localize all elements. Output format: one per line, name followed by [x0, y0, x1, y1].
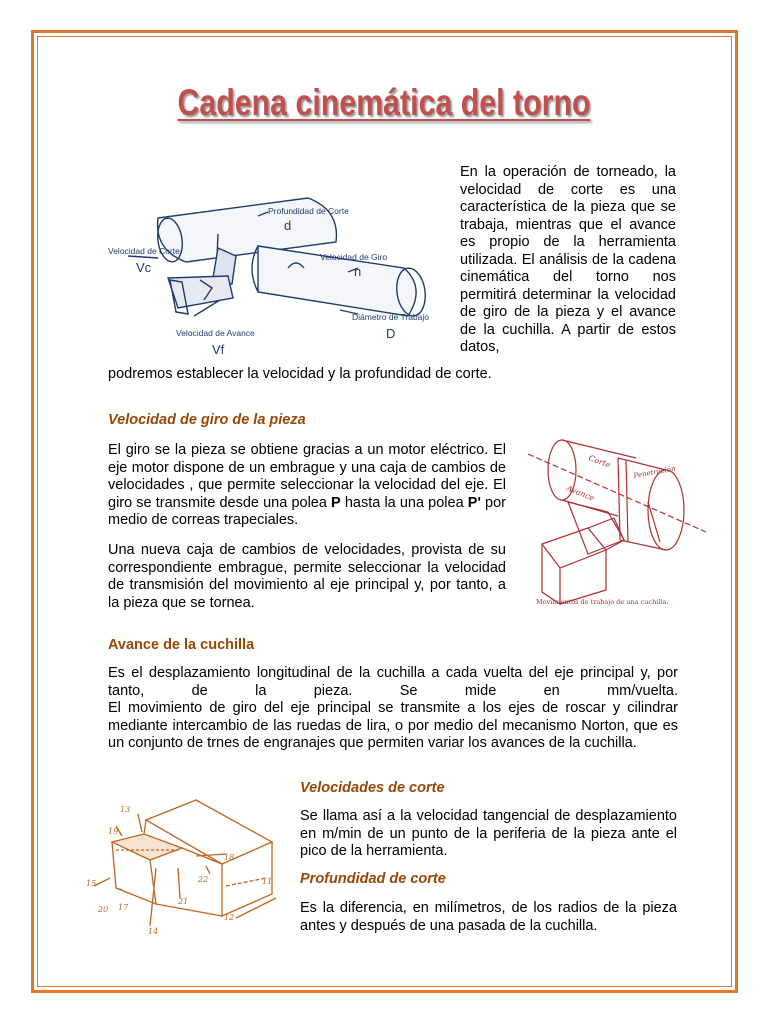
label-vel-giro: Velocidad de Giro: [320, 252, 388, 262]
label-avance: Avance: [565, 483, 596, 503]
label-n: n: [354, 264, 362, 279]
heading-profundidad-corte: Profundidad de corte: [300, 871, 446, 887]
intro-paragraph-side: En la operación de torneado, la velocidad de corte es una característica de la pieza que se trabaja, mientras que el avance es propio de la herramienta utilizada. El análisis de la cadena cinemática del torno nos permitirá determinar la velocidad de giro de la pieza y el avance de la cuchilla. A partir de estos datos,: [460, 164, 676, 355]
label-18: 18: [224, 853, 235, 862]
page-title: Cadena cinemática del torno: [177, 82, 591, 123]
heading-velocidad-giro: Velocidad de giro de la pieza: [108, 412, 306, 428]
paragraph-giro-2: Una nueva caja de cambios de velocidades, provista de su correspondiente embrague, permite seleccionar la velocidad de transmisión del movimiento al eje principal y, por tanto, a la pieza que se tornea.: [108, 542, 506, 611]
label-19: 19: [108, 827, 119, 836]
label-vc: Vc: [136, 260, 152, 275]
giro-pulley-p-prime: P': [467, 494, 481, 511]
paragraph-giro-1: [108, 442, 506, 530]
label-14: 14: [148, 927, 159, 936]
tool-movements-figure: [528, 432, 708, 610]
label-17: 17: [118, 903, 129, 912]
heading-velocidades-corte: Velocidades de corte: [300, 780, 445, 796]
cutting-tool-figure: [86, 778, 286, 938]
giro-text-before: El giro se la pieza se obtiene gracias a un motor eléctrico. El eje motor dispone de un embrague y una caja de cambios de velocidades , que permite seleccionar la velocidad del eje. El giro se transmite desde una polea: [108, 442, 506, 511]
label-22: 22: [198, 875, 209, 884]
intro-paragraph-full: podremos establecer la velocidad y la profundidad de corte.: [108, 366, 492, 382]
label-vf: Vf: [212, 342, 225, 357]
label-20: 20: [98, 905, 109, 914]
label-21: 21: [178, 897, 189, 906]
label-13: 13: [120, 805, 131, 814]
giro-text-mid: hasta la una polea: [344, 494, 464, 511]
paragraph-velocidades-corte: Se llama así a la velocidad tangencial de desplazamiento en m/min de un punto de la periferia de la pieza ante el pico de la herramienta.: [300, 808, 677, 859]
paragraph-avance-1: Es el desplazamiento longitudinal de la cuchilla a cada vuelta del eje principal y, por tanto, de la pieza. Se mide en mm/vuelta.: [108, 665, 678, 699]
label-diametro: Diámetro de Trabajo: [352, 312, 430, 322]
figure2-caption: Movimientos de trabajo de una cuchilla.: [536, 598, 669, 606]
paragraph-profundidad-corte: Es la diferencia, en milímetros, de los radios de la pieza antes y después de una pasada de la cuchilla.: [300, 900, 677, 934]
label-12: 12: [224, 913, 235, 922]
label-profundidad: Profundidad de Corte: [268, 206, 349, 216]
label-15: 15: [86, 879, 97, 888]
paragraph-avance-2: El movimiento de giro del eje principal se transmite a los ejes de roscar y cilindrar mediante intercambio de las ruedas de lira, o por medio del mecanismo Norton, que es un conjunto de trnes de engranajes que permiten variar los avances de la cuchilla.: [108, 700, 678, 751]
label-11: 11: [262, 877, 273, 886]
label-D: D: [386, 326, 396, 341]
label-corte: Corte: [587, 453, 612, 470]
label-vel-avance: Velocidad de Avance: [176, 328, 255, 338]
label-penetracion: Penetración: [632, 464, 677, 480]
lathe-diagram-figure: [108, 188, 453, 360]
giro-pulley-p: P: [331, 494, 341, 511]
label-d: d: [284, 218, 292, 233]
heading-avance-cuchilla: Avance de la cuchilla: [108, 637, 255, 653]
label-vel-corte: Velocidad de Corte: [108, 246, 180, 256]
giro-text-after: por medio de correas trapeciales.: [108, 494, 506, 528]
